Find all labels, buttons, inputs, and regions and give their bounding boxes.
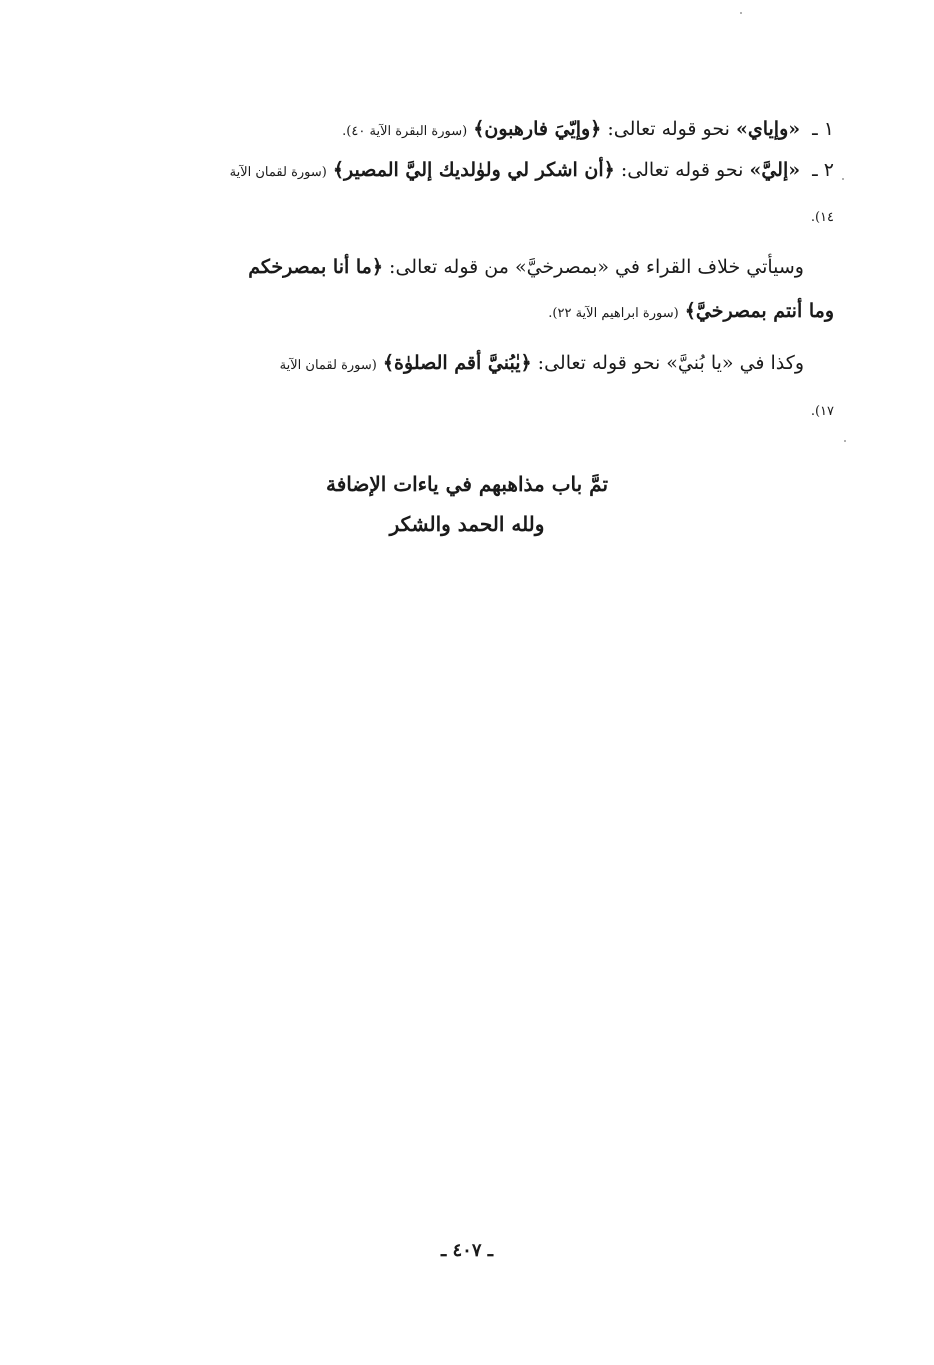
paragraph-2-line-2 <box>134 394 834 427</box>
paragraph-verse-start: ﴿ما أنا بمصرخكم <box>248 256 383 278</box>
paragraph-verse: ﴿يٰبُنيَّ أقم الصلوٰة﴾ <box>382 352 532 374</box>
closing-line-1: تمَّ باب مذاهبهم في ياءات الإضافة <box>325 472 609 496</box>
paragraph-2-line-1 <box>134 348 804 381</box>
scan-speck <box>842 178 844 180</box>
scan-speck <box>844 440 846 442</box>
item-number: ١ ـ <box>812 118 834 140</box>
page-number: ـ ٤٠٧ ـ <box>440 1240 494 1261</box>
closing-line-2: ولله الحمد والشكر <box>389 512 545 536</box>
item-reference-continued: ١٤). <box>810 210 834 225</box>
paragraph-text: وكذا في «يا بُنيَّ» نحو قوله تعالى: <box>537 352 804 374</box>
item-reference: (سورة البقرة الآية ٤٠). <box>342 124 468 139</box>
paragraph-verse-end: وما أنتم بمصرخيَّ﴾ <box>684 300 834 322</box>
item-word: «وإياي» <box>735 118 801 140</box>
item-verse: ﴿أن اشكر لي ولوٰلديك إليَّ المصير﴾ <box>332 159 615 181</box>
item-word: «إليَّ» <box>749 159 801 181</box>
item-intro: نحو قوله تعالى: <box>620 159 744 181</box>
list-item-2 <box>134 155 834 188</box>
paragraph-reference: (سورة لقمان الآية <box>279 358 377 373</box>
item-intro: نحو قوله تعالى: <box>607 118 730 140</box>
paragraph-1-line-1 <box>134 252 804 282</box>
paragraph-reference: (سورة ابراهيم الآية ٢٢). <box>548 306 679 321</box>
item-reference: (سورة لقمان الآية <box>229 165 327 180</box>
paragraph-text: وسيأتي خلاف القراء في «بمصرخيَّ» من قوله تعالى: <box>389 256 804 278</box>
scan-speck <box>740 12 742 14</box>
item-number: ٢ ـ <box>812 159 834 181</box>
paragraph-1-line-2 <box>134 296 834 329</box>
paragraph-reference-continued: ١٧). <box>810 404 834 419</box>
item-verse: ﴿وإيّيَ فارهبون﴾ <box>473 118 602 140</box>
list-item-1 <box>134 114 834 147</box>
list-item-2-continued <box>134 200 834 233</box>
